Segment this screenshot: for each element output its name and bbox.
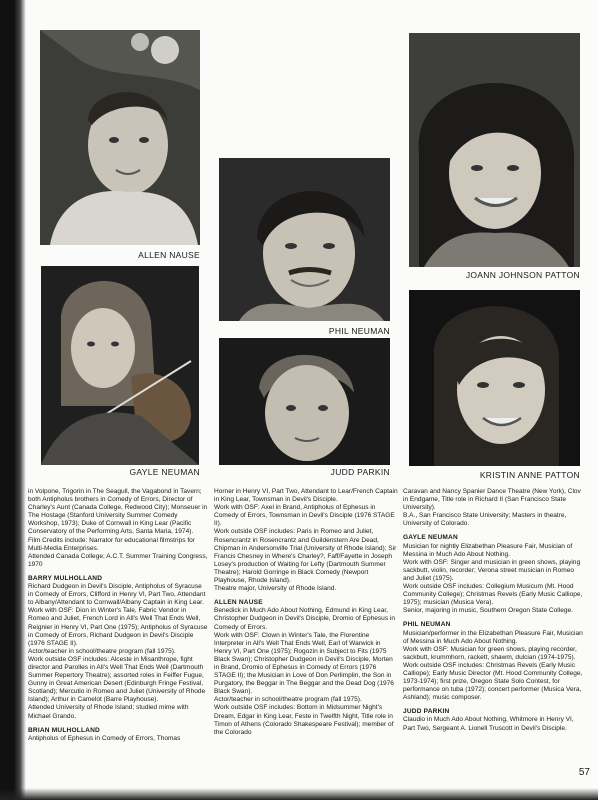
bio-column-center — [214, 488, 398, 737]
bio-paragraph: Work outside OSF includes: Christmas Revels (Early Music Calliope); Early Music Director (Mt. Hood Community College, 1973-1974); first prize, Oregon State Solo Contest, for performance on tuba (1972); concert performer (Musica Vera, Ashland); music composer. — [403, 661, 583, 702]
performer-name-heading: BRIAN MULHOLLAND — [28, 726, 100, 734]
photo-caption: PHIL NEUMAN — [328, 326, 390, 336]
bio-paragraph: Musician for nightly Elizabethan Pleasure Fair, Musician of Messina in Much Ado About Nothing. — [403, 542, 573, 558]
bio-column-right — [403, 488, 583, 733]
bio-paragraph: Work outside OSF includes: Alceste in Misanthrope, fight director and Parolles in All's Well That Ends Well (Dartmouth Summer Repertory Theatre); assorted roles in Feiffer Fugue, Gunny in Great American Desert (Edinburgh Fringe Festival, Scotland); Mercutio in Romeo and Juliet (University of Rhode Island); Arthur in Camelot (Barre Playhouse). — [28, 655, 206, 704]
bio-paragraph: Work with OSF: Axel in Brand, Antipholus of Ephesus in Comedy of Errors, Townsman in Devil's Disciple (1976 STAGE II). — [214, 504, 395, 528]
bio-paragraph: Work outside OSF includes: Bottom in Midsummer Night's Dream, Edgar in King Lear, Feste in Twelfth Night, Title role in Timon of Athens (Colorado Shakespeare Festival); member of the Colorado — [214, 704, 394, 736]
bio-paragraph: Horner in Henry VI, Part Two, Attendant to Lear/French Captain in King Lear, Townsman in Devil's Disciple. — [214, 488, 398, 504]
bio-paragraph: Work outside OSF includes: Paris in Romeo and Juliet, Rosencrantz in Rosencrantz and Guildenstern Are Dead, Chipman in Andersonville Trial (University of Rhode Island); Sir Francis Chesney in Where's Charley?, Faff/Fayette in Joseph Losey's production of Waiting for Lefty (Dartmouth Summer Theatre); Harold Gorringe in Black Comedy (Newport Playhouse, Rhode Island). — [214, 528, 397, 585]
bio-paragraph: B.A., San Francisco State University; Masters in theatre, University of Colorado. — [403, 512, 567, 528]
portrait-photo-kristin-anne-patton — [409, 290, 580, 466]
page-number: 57 — [578, 767, 590, 778]
performer-name-heading: ALLEN NAUSE — [214, 599, 263, 607]
bio-paragraph: Actor/teacher in school/theatre program (fall 1975). — [28, 647, 176, 655]
bio-paragraph: Work with OSF: Singer and musician in green shows, playing sackbutt, violin, recorder; Verona street musician in Romeo and Juliet (1975). — [403, 558, 581, 582]
portrait-photo-judd-parkin — [219, 338, 390, 465]
bio-paragraph: Theatre major, University of Rhode Island. — [214, 585, 337, 593]
bio-paragraph: Claudio in Much Ado About Nothing, Whitmore in Henry VI, Part Two, Sergeant A. Lionell Truscott in Devil's Disciple. — [403, 716, 574, 732]
bio-paragraph: Attended Canada College; A.C.T. Summer Training Congress, 1970 — [28, 552, 208, 568]
bio-paragraph: Work with OSF: Dion in Winter's Tale, Fabric Vendor in Romeo and Juliet, French Lord in All's Well That Ends Well, Reignier in Henry VI, Part One (1975); Antipholus of Syracuse in Comedy of Errors, Richard Dudgeon in Devil's Disciple (1976 STAGE II). — [28, 607, 208, 647]
bio-column-left — [28, 488, 208, 743]
bio-paragraph: Musician/performer in the Elizabethan Pleasure Fair, Musician of Messina in Much Ado About Nothing. — [403, 629, 583, 645]
bio-paragraph: Attended University of Rhode Island; studied mime with Michael Grando. — [28, 704, 189, 720]
bio-paragraph: Work with OSF: Musician for green shows, playing recorder, sackbutt, krummhorn, rackett, shawm, dulcian (1974-1975). — [403, 645, 577, 661]
performer-name-heading: BARRY MULHOLLAND — [28, 574, 103, 582]
bio-paragraph: Caravan and Nancy Spanier Dance Theatre (New York), Clov in Endgame, Title role in Richard II (San Francisco State University). — [403, 488, 581, 512]
bio-paragraph: in Volpone, Trigorin in The Seagull, the Vagabond in Tavern; both Antipholus brothers in Comedy of Errors, Director of Charley's Aunt (Canada College, Redwood City); Monseuer in The Hostage (Stanford University Summer Comedy Workshop, 1973); Duke of Cornwall in King Lear (Pacific Conservatory of the Performing Arts, Santa Maria, 1974). — [28, 488, 208, 536]
photo-caption: JUDD PARKIN — [330, 467, 390, 477]
portrait-photo-phil-neuman — [219, 158, 390, 321]
page-edge-shadow — [0, 788, 598, 800]
photo-caption: KRISTIN ANNE PATTON — [479, 470, 580, 480]
performer-name-heading: PHIL NEUMAN — [403, 621, 451, 629]
photo-caption: JOANN JOHNSON PATTON — [465, 270, 580, 280]
binding-shadow — [0, 0, 26, 800]
bio-paragraph: Antipholus of Ephesus in Comedy of Errors, Thomas — [28, 734, 181, 742]
portrait-photo-joann-johnson-patton — [409, 33, 580, 267]
photo-caption: GAYLE NEUMAN — [129, 467, 200, 477]
bio-paragraph: Film Credits include: Narrator for educational filmstrips for Multi-Media Enterprises. — [28, 536, 196, 552]
performer-name-heading: JUDD PARKIN — [403, 708, 450, 716]
bio-paragraph: Work outside OSF includes: Collegium Musicum (Mt. Hood Community College); Christmas Revels (Early Music Calliope, 1975); musician (Musica Vera). — [403, 583, 583, 607]
bio-paragraph: Senior, majoring in music, Southern Oregon State College. — [403, 607, 573, 615]
bio-paragraph: Work with OSF: Clown in Winter's Tale, the Florentine Interpreter in All's Well That Ends Well, Earl of Warwick in Henry VI, Part One (1975); Rogozin in Subject to Fits (1975 Black Swan); Christopher Dudgeon in Devil's Disciple, Morten in Brand, Dromio of Ephesus in Comedy of Errors (1976 STAGE II); the Musician in Love of Don Perlimplin, the Son in Purgatory, the Beggar in The Beggar and the Dead Dog (1976 Black Swan). — [214, 631, 394, 696]
performer-name-heading: GAYLE NEUMAN — [403, 534, 458, 542]
bio-paragraph: Benedick in Much Ado About Nothing, Edmund in King Lear, Christopher Dudgeon in Devil's Disciple, Dromio of Ephesus in Comedy of Errors. — [214, 607, 396, 631]
photo-caption: ALLEN NAUSE — [138, 250, 200, 260]
bio-paragraph: Richard Dudgeon in Devil's Disciple, Antipholus of Syracuse in Comedy of Errors, Clifford in Henry VI, Part Two, Attendant to Albany/Attendant to Cornwall/Albany Captain in King Lear. — [28, 583, 206, 607]
bio-paragraph: Actor/teacher in school/theatre program (fall 1975). — [214, 696, 362, 704]
portrait-photo-gayle-neuman — [41, 266, 199, 465]
portrait-photo-allen-nause — [40, 30, 200, 245]
